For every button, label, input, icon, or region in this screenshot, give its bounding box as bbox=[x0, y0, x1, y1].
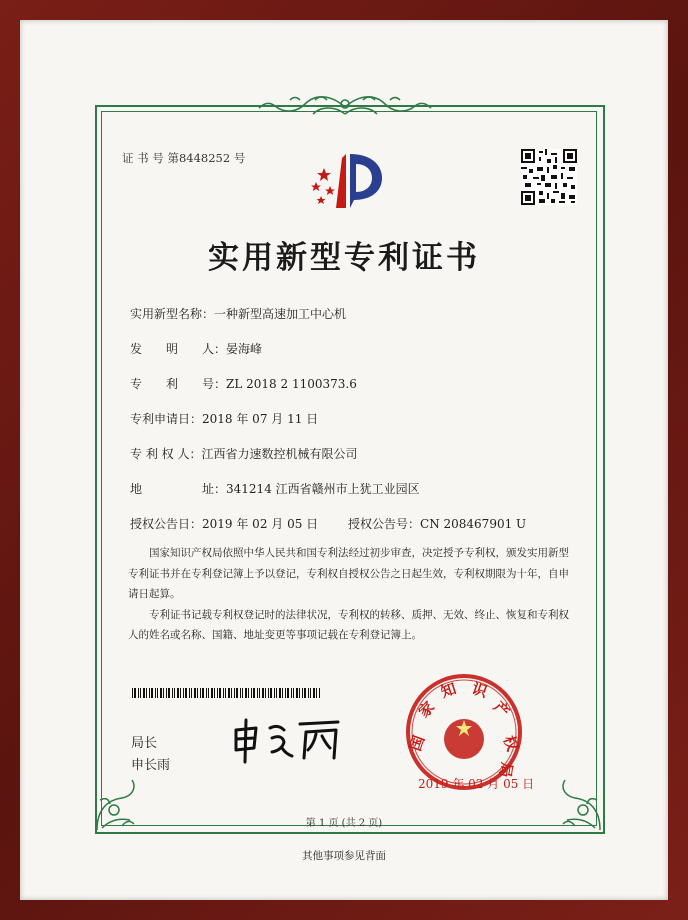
svg-text:产: 产 bbox=[489, 697, 514, 722]
svg-text:识: 识 bbox=[469, 679, 490, 702]
utility-model-name-value: 一种新型高速加工中心机 bbox=[214, 307, 347, 321]
grant-number-value: CN 208467901 U bbox=[420, 517, 527, 531]
certificate-body bbox=[128, 543, 572, 646]
patentee-label: 专 利 权 人： bbox=[130, 447, 202, 461]
utility-model-name-row bbox=[130, 305, 346, 322]
top-ornament bbox=[255, 92, 435, 122]
inventor-value: 晏海峰 bbox=[226, 342, 263, 356]
page-number: 第 1 页 (共 2 页) bbox=[305, 818, 383, 829]
patent-number-value: ZL 2018 2 1100373.6 bbox=[226, 377, 357, 391]
filing-date-row bbox=[130, 410, 318, 427]
official-seal bbox=[405, 673, 523, 791]
certificate-title: 实用新型专利证书 bbox=[208, 240, 480, 276]
grant-number-row bbox=[348, 515, 526, 532]
inventor-label: 发 明 人： bbox=[130, 342, 227, 356]
seal-date: 2019 年 02 月 05 日 bbox=[418, 777, 535, 791]
grant-date-row bbox=[130, 515, 318, 532]
utility-model-name-label: 实用新型名称： bbox=[130, 307, 215, 321]
grant-date-label: 授权公告日： bbox=[130, 517, 203, 531]
patent-office-logo bbox=[306, 150, 386, 212]
body-paragraph-2: 专利证书记载专利权登记时的法律状况，专利权的转移、质押、无效、终止、恢复和专利权人的姓名或名称、国籍、地址变更等事项记载在专利登记簿上。 bbox=[128, 608, 569, 641]
filing-date-value: 2018 年 07 月 11 日 bbox=[202, 412, 319, 426]
director-title: 局长 bbox=[131, 736, 158, 751]
patentee-row bbox=[130, 445, 357, 462]
body-paragraph-1: 国家知识产权局依照中华人民共和国专利法经过初步审查，决定授予专利权，颁发实用新型专利证书并在专利登记簿上予以登记，专利权自授权公告之日起生效，专利权期限为十年，自申请日起算。 bbox=[128, 547, 569, 600]
director-signature bbox=[228, 716, 358, 764]
address-row bbox=[130, 480, 420, 497]
svg-text:家: 家 bbox=[414, 697, 439, 722]
svg-text:权: 权 bbox=[499, 733, 522, 754]
patent-number-row bbox=[130, 375, 357, 392]
address-value: 341214 江西省赣州市上犹工业园区 bbox=[226, 482, 420, 496]
qr-code bbox=[521, 149, 577, 205]
filing-date-label: 专利申请日： bbox=[130, 412, 203, 426]
grant-number-label: 授权公告号： bbox=[348, 517, 421, 531]
back-side-note: 其他事项参见背面 bbox=[302, 850, 386, 862]
svg-text:知: 知 bbox=[438, 679, 459, 702]
address-label: 地 址： bbox=[130, 482, 227, 496]
grant-date-value: 2019 年 02 月 05 日 bbox=[202, 517, 319, 531]
patentee-value: 江西省力速数控机械有限公司 bbox=[201, 447, 358, 461]
barcode bbox=[132, 688, 322, 698]
svg-text:局: 局 bbox=[495, 760, 517, 779]
certificate-number: 证 书 号 第8448252 号 bbox=[122, 151, 246, 165]
inventor-row bbox=[130, 340, 262, 357]
director-name: 申长雨 bbox=[131, 758, 171, 773]
patent-number-label: 专 利 号： bbox=[130, 377, 227, 391]
svg-text:国: 国 bbox=[406, 733, 429, 754]
